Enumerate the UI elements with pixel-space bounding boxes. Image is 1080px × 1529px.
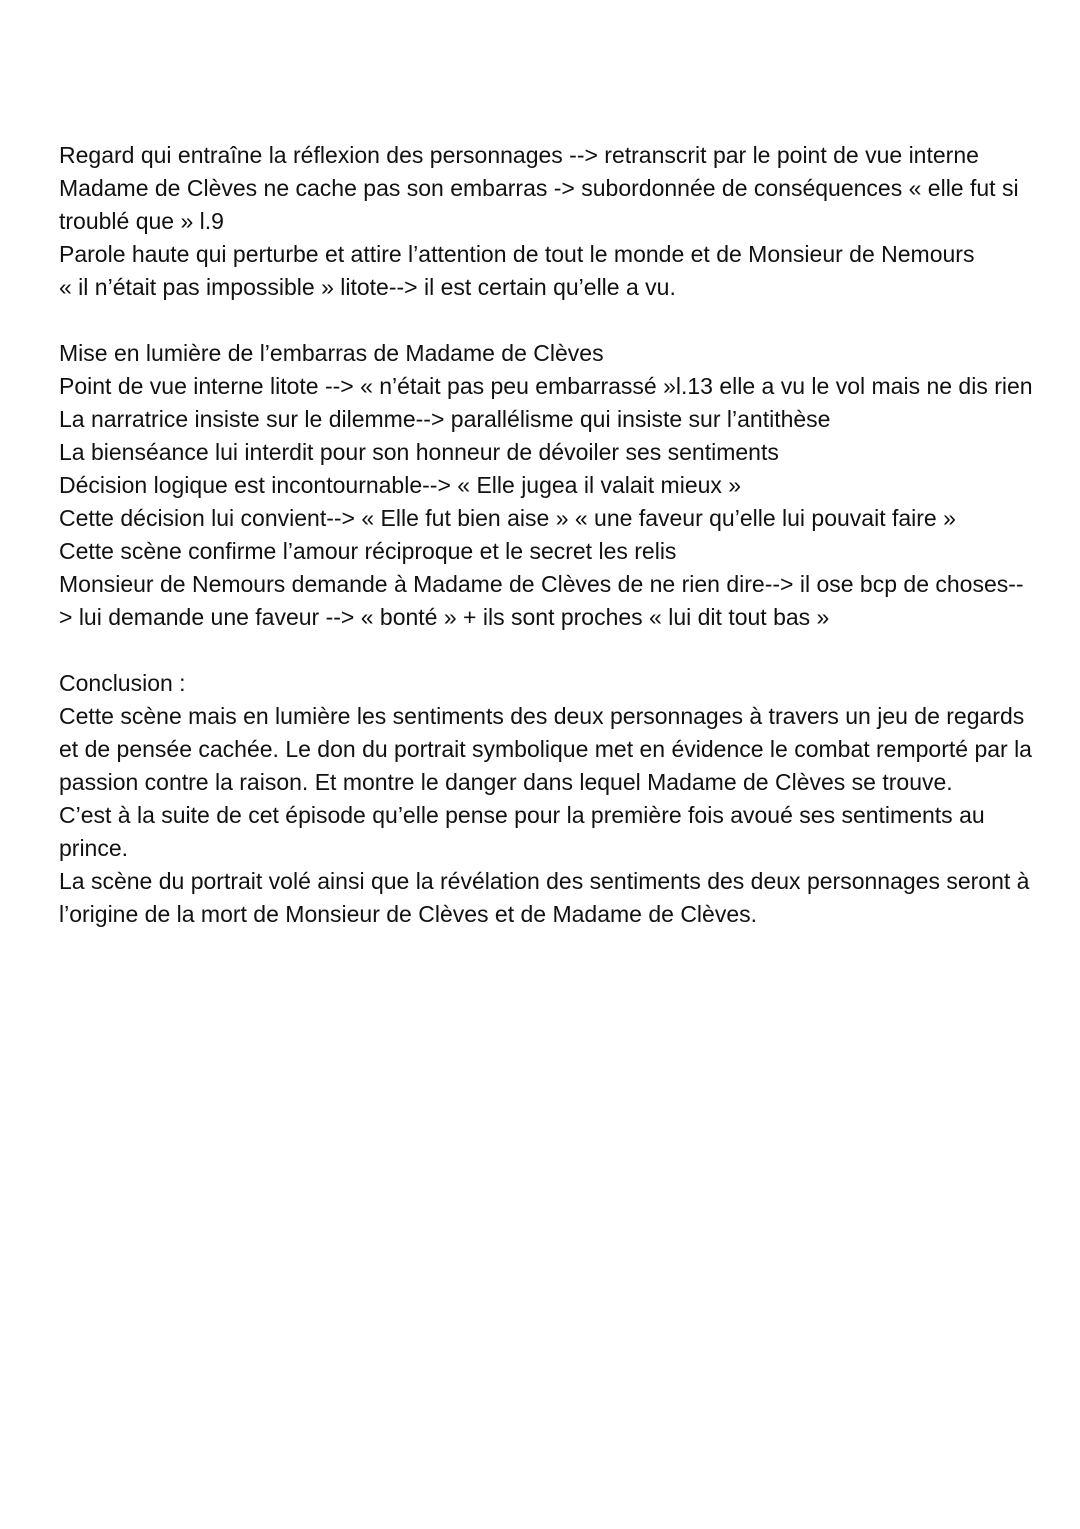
- conclusion-section: [59, 667, 1039, 931]
- paragraph: Parole haute qui perturbe et attire l’attention de tout le monde et de Monsieur de Nemours: [59, 241, 975, 267]
- paragraph: Regard qui entraîne la réflexion des personnages --> retranscrit par le point de vue interne: [59, 142, 979, 168]
- paragraph: Cette scène confirme l’amour réciproque et le secret les relis: [59, 538, 677, 564]
- paragraph: C’est à la suite de cet épisode qu’elle pense pour la première fois avoué ses sentiments au prince.: [59, 802, 992, 861]
- section-heading: Mise en lumière de l’embarras de Madame de Clèves: [59, 340, 604, 366]
- paragraph: La scène du portrait volé ainsi que la révélation des sentiments des deux personnages seront à l’origine de la mort de Monsieur de Clèves et de Madame de Clèves.: [59, 868, 1036, 927]
- paragraph: Point de vue interne litote --> « n’était pas peu embarrassé »l.13 elle a vu le vol mais ne dis rien: [59, 373, 1033, 399]
- analysis-section-embarras: [59, 337, 1034, 634]
- paragraph: Cette scène mais en lumière les sentiments des deux personnages à travers un jeu de regards et de pensée cachée. Le don du portrait symbolique met en évidence le combat remporté par la passion contre la raison. Et montre le danger dans lequel Madame de Clèves se trouve.: [59, 703, 1039, 795]
- conclusion-heading: Conclusion :: [59, 670, 186, 696]
- paragraph: La narratrice insiste sur le dilemme--> parallélisme qui insiste sur l’antithèse: [59, 406, 831, 432]
- paragraph: « il n’était pas impossible » litote--> il est certain qu’elle a vu.: [59, 274, 676, 300]
- paragraph: Cette décision lui convient--> « Elle fut bien aise » « une faveur qu’elle lui pouvait faire »: [59, 505, 956, 531]
- paragraph: Monsieur de Nemours demande à Madame de Clèves de ne rien dire--> il ose bcp de choses--> lui demande une faveur --> « bonté » + ils sont proches « lui dit tout bas »: [59, 571, 1024, 630]
- paragraph: Décision logique est incontournable--> « Elle jugea il valait mieux »: [59, 472, 742, 498]
- paragraph: Madame de Clèves ne cache pas son embarras -> subordonnée de conséquences « elle fut si troublé que » l.9: [59, 175, 1025, 234]
- paragraph: La bienséance lui interdit pour son honneur de dévoiler ses sentiments: [59, 439, 779, 465]
- document-page: [59, 139, 1039, 931]
- analysis-section-regard: [59, 139, 1034, 304]
